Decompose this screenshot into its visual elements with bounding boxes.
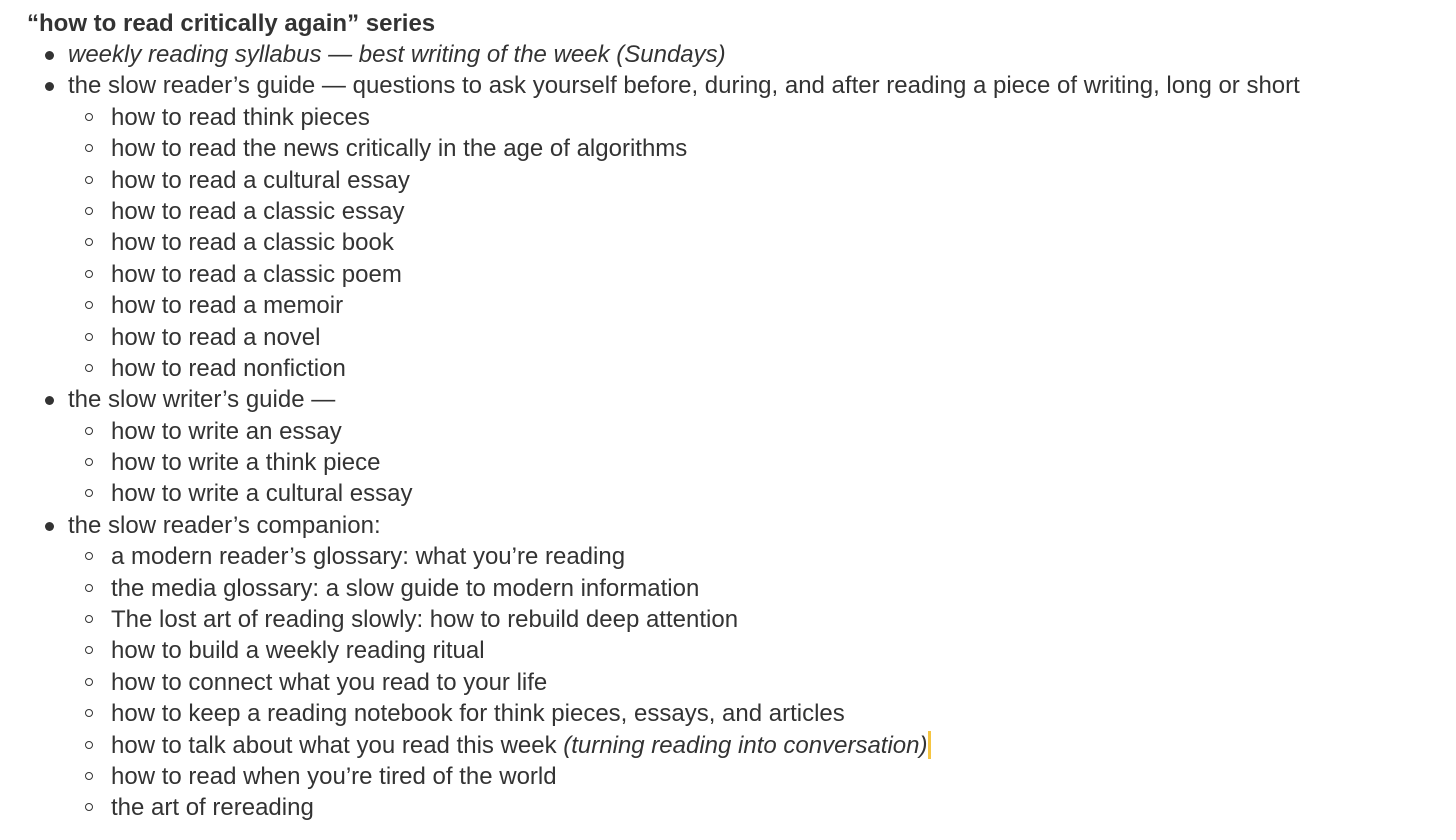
sub-list-item[interactable] — [68, 478, 1456, 509]
sub-list-item-label[interactable]: how to read a cultural essay — [111, 166, 410, 194]
sub-list-item[interactable] — [68, 667, 1456, 698]
filled-bullet-icon — [45, 82, 54, 91]
sub-list — [68, 102, 1456, 385]
sub-list-item-label[interactable]: how to build a weekly reading ritual — [111, 637, 485, 665]
filled-bullet-icon — [45, 51, 54, 60]
sub-list-item-label[interactable]: how to read the news critically in the age of algorithms — [111, 135, 688, 163]
sub-list-item[interactable] — [68, 290, 1456, 321]
sub-list-item-label[interactable]: the media glossary: a slow guide to modern information — [111, 574, 700, 602]
list-item[interactable] — [27, 384, 1456, 510]
sub-list-item-label[interactable]: the art of rereading — [111, 794, 314, 822]
italic-aside[interactable]: (turning reading into conversation) — [563, 731, 928, 759]
hollow-bullet-icon — [85, 678, 93, 686]
list-item[interactable] — [27, 70, 1456, 384]
sub-list-item-label[interactable]: a modern reader’s glossary: what you’re reading — [111, 543, 626, 571]
hollow-bullet-icon — [85, 270, 93, 278]
sub-list-item[interactable] — [68, 322, 1456, 353]
hollow-bullet-icon — [85, 333, 93, 341]
sub-list-item[interactable] — [68, 227, 1456, 258]
outline-list — [27, 39, 1456, 824]
list-item-label[interactable]: the slow reader’s companion: — [68, 511, 381, 539]
hollow-bullet-icon — [85, 427, 93, 435]
hollow-bullet-icon — [85, 741, 93, 749]
sub-list-item[interactable] — [68, 133, 1456, 164]
hollow-bullet-icon — [85, 207, 93, 215]
sub-list-item-label[interactable]: how to read a classic essay — [111, 197, 405, 225]
sub-list-item-label[interactable]: how to talk about what you read this week — [111, 731, 557, 759]
sub-list-item[interactable] — [68, 698, 1456, 729]
hollow-bullet-icon — [85, 584, 93, 592]
sub-list-item[interactable] — [68, 730, 1456, 761]
sub-list — [68, 416, 1456, 510]
sub-list-item[interactable] — [68, 353, 1456, 384]
sub-list-item[interactable] — [68, 541, 1456, 572]
sub-list-item[interactable] — [68, 102, 1456, 133]
sub-list-item-label[interactable]: The lost art of reading slowly: how to rebuild deep attention — [111, 606, 739, 634]
sub-list-item[interactable] — [68, 573, 1456, 604]
filled-bullet-icon — [45, 522, 54, 531]
sub-list-item[interactable] — [68, 635, 1456, 666]
sub-list-item[interactable] — [68, 604, 1456, 635]
hollow-bullet-icon — [85, 113, 93, 121]
hollow-bullet-icon — [85, 489, 93, 497]
sub-list-item-label[interactable]: how to connect what you read to your life — [111, 668, 548, 696]
sub-list-item[interactable] — [68, 416, 1456, 447]
sub-list-item[interactable] — [68, 447, 1456, 478]
list-item-label[interactable]: the slow writer’s guide — — [68, 386, 336, 414]
note-title[interactable]: “how to read critically again” series — [27, 10, 436, 37]
hollow-bullet-icon — [85, 709, 93, 717]
sub-list-item-label[interactable]: how to read a novel — [111, 323, 321, 351]
sub-list-item-label[interactable]: how to read a memoir — [111, 292, 344, 320]
sub-list-item[interactable] — [68, 259, 1456, 290]
list-item[interactable] — [27, 39, 1456, 70]
sub-list-item-label[interactable]: how to write a cultural essay — [111, 480, 413, 508]
hollow-bullet-icon — [85, 364, 93, 372]
list-item-label[interactable]: the slow reader’s guide — questions to ask yourself before, during, and after reading a piece of writing, long or short — [68, 72, 1300, 100]
hollow-bullet-icon — [85, 646, 93, 654]
sub-list-item-label[interactable]: how to read a classic book — [111, 229, 394, 257]
hollow-bullet-icon — [85, 552, 93, 560]
sub-list — [68, 541, 1456, 824]
sub-list-item[interactable] — [68, 196, 1456, 227]
sub-list-item-label[interactable]: how to keep a reading notebook for think pieces, essays, and articles — [111, 700, 845, 728]
hollow-bullet-icon — [85, 301, 93, 309]
sub-list-item-label[interactable]: how to read think pieces — [111, 103, 370, 131]
sub-list-item[interactable] — [68, 165, 1456, 196]
sub-list-item[interactable] — [68, 792, 1456, 823]
filled-bullet-icon — [45, 396, 54, 405]
sub-list-item-label[interactable]: how to read nonfiction — [111, 354, 346, 382]
sub-list-item-label[interactable]: how to write a think piece — [111, 449, 381, 477]
sub-list-item-label[interactable]: how to write an essay — [111, 417, 342, 445]
list-item-label[interactable]: weekly reading syllabus — best writing of the week (Sundays) — [68, 41, 726, 68]
sub-list-item-label[interactable]: how to read when you’re tired of the world — [111, 762, 557, 790]
hollow-bullet-icon — [85, 144, 93, 152]
list-item[interactable] — [27, 510, 1456, 824]
hollow-bullet-icon — [85, 615, 93, 623]
hollow-bullet-icon — [85, 238, 93, 246]
sub-list-item-label[interactable]: how to read a classic poem — [111, 260, 402, 288]
sub-list-item[interactable] — [68, 761, 1456, 792]
text-cursor — [928, 731, 931, 759]
hollow-bullet-icon — [85, 803, 93, 811]
hollow-bullet-icon — [85, 458, 93, 466]
hollow-bullet-icon — [85, 772, 93, 780]
hollow-bullet-icon — [85, 176, 93, 184]
